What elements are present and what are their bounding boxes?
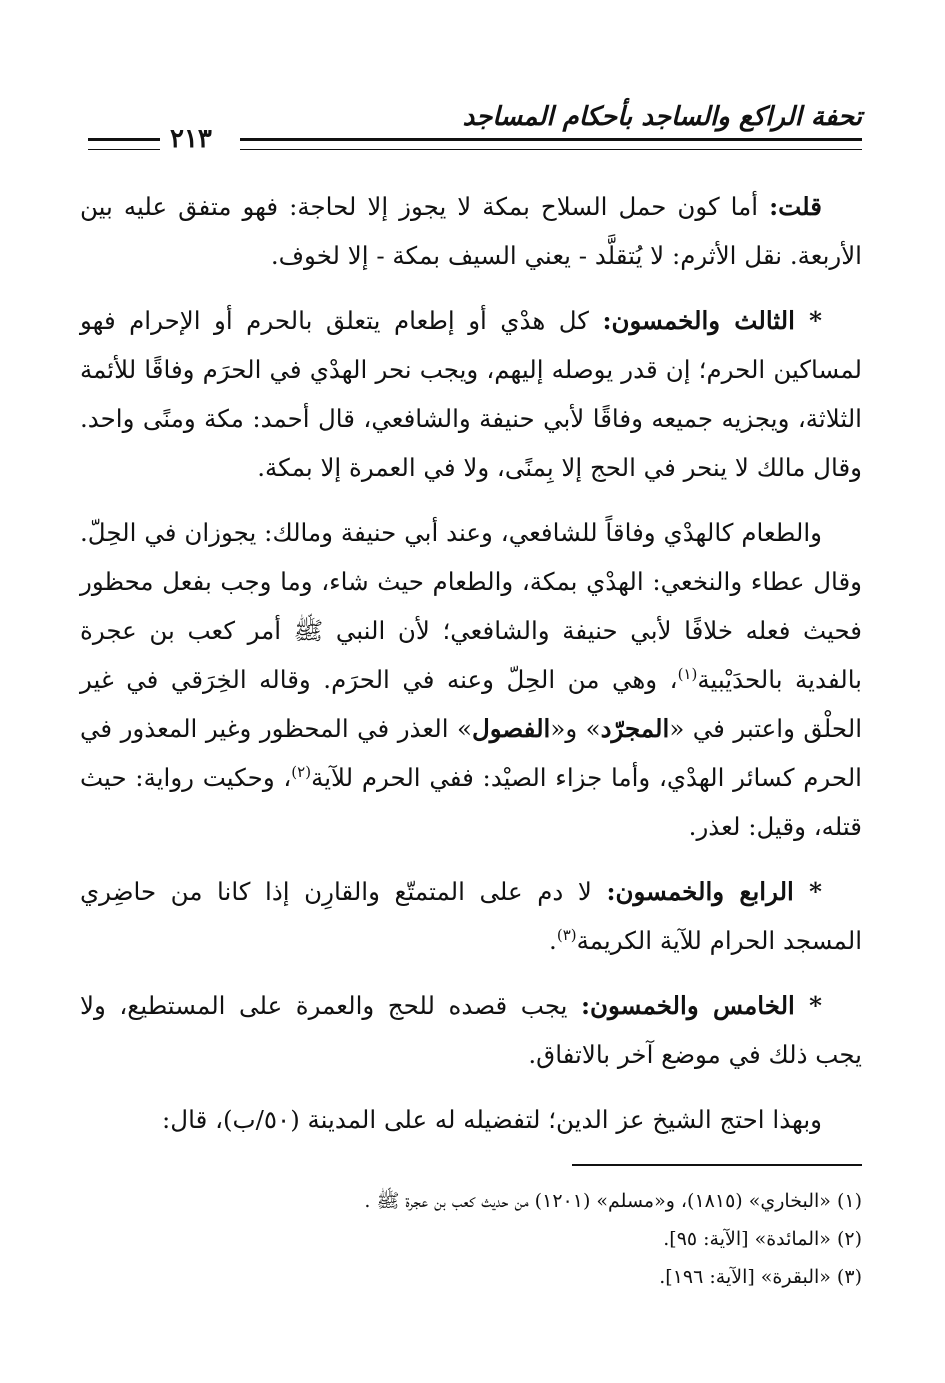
paragraph-text: كل هدْي أو إطعام يتعلق بالحرم أو الإحرام فهو لمساكين الحرم؛ إن قدر يوصله إليهم، ويجب نحر الهدْي في الحرَم وفاقًا للأئمة الثلاثة، ويجزيه جميعه وفاقًا لأبي حنيفة والشافعي، قال أحمد: مكة ومنًى واحد. وقال مالك لا ينحر في الحج إلا بِمنًى، ولا في العمرة إلا بمكة. <box>80 306 862 482</box>
footnote-ref-3[interactable]: (٣) <box>556 925 577 944</box>
paragraph-text: أما كون حمل السلاح بمكة لا يجوز إلا لحاجة: فهو متفق عليه بين الأربعة. نقل الأثرم: لا يُتقلَّد - يعني السيف بمكة - إلا لخوف. <box>80 192 862 270</box>
paragraph-text: لا دم على المتمتّع والقارِن إذا كانا من حاضِري المسجد الحرام للآية الكريمة <box>80 877 862 955</box>
book-title-mujarrad: المجرّد <box>600 714 670 743</box>
page-number: ٢١٣ <box>170 124 212 154</box>
paragraph-text: يجب قصده للحج والعمرة على المستطيع، ولا يجب ذلك في موضع آخر بالاتفاق. <box>80 991 862 1069</box>
paragraph-text: ، وحكيت رواية: حيث قتله، وقيل: لعذر. <box>80 763 862 841</box>
footnote-ref-2[interactable]: (٢) <box>291 762 312 781</box>
footnote-3: (٣) «البقرة» [الآية: ١٩٦]. <box>659 1266 862 1288</box>
book-page <box>80 88 862 1296</box>
paragraph-text: ، وهي من الحِلّ وعنه في الحرَم. وقاله الخِرَقي في غير الحلْق واعتبر في « <box>80 665 862 743</box>
page-header <box>80 88 862 152</box>
header-rule-short <box>88 138 160 150</box>
footnote-2: (٢) «المائدة» [الآية: ٩٥]. <box>663 1228 862 1250</box>
paragraph-food <box>80 508 862 851</box>
paragraph-text: » العذر في المحظور وغير المعذور في الحرم كسائر الهدْي، وأما جزاء الصيْد: ففي الحرم للآية <box>80 714 862 792</box>
paragraph-fifty-three <box>80 296 862 492</box>
main-text <box>80 182 862 1144</box>
paragraph-qult <box>80 182 862 280</box>
paragraph-text: . <box>549 926 557 955</box>
paragraph-fifty-four <box>80 867 862 965</box>
footnote-1: (١) «البخاري» (١٨١٥)، و«مسلم» (١٢٠١) من حديث كعب بن عجرة ﷺ . <box>364 1190 862 1212</box>
book-title-fusul: الفصول <box>471 714 551 743</box>
paragraph-fifty-five <box>80 981 862 1079</box>
paragraph-text: » و« <box>550 714 601 743</box>
paragraph-izz-al-din <box>80 1095 862 1144</box>
footnote-divider <box>572 1164 862 1166</box>
paragraph-label: قلت: <box>769 192 822 221</box>
paragraph-label: * الثالث والخمسون: <box>602 306 822 335</box>
paragraph-label: * الرابع والخمسون: <box>606 877 822 906</box>
footnotes <box>80 1182 862 1296</box>
footnote-ref-1[interactable]: (١) <box>677 664 698 683</box>
header-rule <box>240 138 862 150</box>
paragraph-text: والطعام كالهدْي وفاقاً للشافعي، وعند أبي حنيفة ومالك: يجوزان في الحِلّ. وقال عطاء والنخعي: الهدْي بمكة، والطعام حيث شاء، وما وجب بفعل محظور فحيث فعله خلافًا لأبي حنيفة والشافعي؛ لأن النبي ﷺ أمر كعب بن عجرة بالفدية بالحدَيْبية <box>80 518 862 694</box>
paragraph-label: * الخامس والخمسون: <box>581 991 822 1020</box>
paragraph-text: وبهذا احتج الشيخ عز الدين؛ لتفضيله له على المدينة (٥٠/ب)، قال: <box>162 1105 822 1134</box>
running-title: تحفة الراكع والساجد بأحكام المساجد <box>462 102 862 132</box>
